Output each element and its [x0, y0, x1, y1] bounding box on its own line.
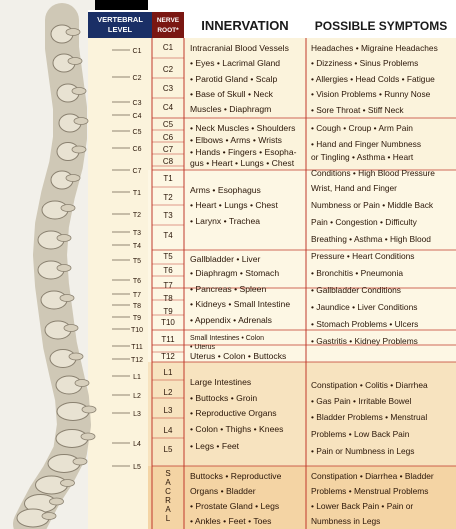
vertebral-level-label: T11	[131, 344, 143, 351]
vertebral-level-label: L5	[133, 464, 141, 471]
sacral-letter: L	[165, 514, 171, 523]
vertebral-level-label: T9	[132, 315, 142, 322]
vertebra-process	[73, 458, 87, 465]
vertebral-level-label: L2	[133, 393, 141, 400]
nerve-root-label: T11	[161, 335, 175, 344]
symptom-line: • Hand and Finger Numbness	[311, 139, 422, 149]
innervation-line: Arms • Esophagus	[190, 185, 261, 195]
nerve-root-label: T2	[163, 193, 173, 202]
header-possible-symptoms: POSSIBLE SYMPTOMS	[314, 19, 448, 33]
vertebra-process	[57, 235, 71, 242]
nerve-root-label: T7	[163, 281, 173, 290]
nerve-root-label: T5	[163, 252, 173, 261]
vertebral-level-label: L1	[133, 374, 141, 381]
innervation-line: • Larynx • Trachea	[190, 216, 261, 226]
nerve-root-label: C1	[162, 43, 174, 52]
vertebral-level-label: C1	[132, 48, 142, 55]
innervation-line: • Elbows • Arms • Wrists	[190, 135, 282, 145]
symptom-line: Headaches • Migraine Headaches	[311, 43, 438, 53]
innervation-line: • Eyes • Lacrimal Gland	[190, 58, 281, 68]
sacral-letter: R	[165, 496, 171, 505]
symptom-line: Problems • Menstrual Problems	[311, 486, 429, 496]
symptom-line: Numbness or Pain • Middle Back	[311, 200, 434, 210]
vertebral-level-label: T6	[132, 278, 142, 285]
vertebral-level-label: T3	[132, 230, 142, 237]
vertebral-level-label: T7	[132, 292, 142, 299]
nerve-root-label: C8	[162, 157, 174, 166]
innervation-line: • Base of Skull • Neck	[190, 89, 273, 99]
vertebra-process	[57, 265, 71, 272]
vertebra-process	[68, 58, 82, 65]
symptom-line: Wrist, Hand and Finger	[311, 183, 397, 193]
nerve-root-label: C3	[162, 84, 174, 93]
innervation-line: Gallbladder • Liver	[190, 254, 261, 264]
symptom-line: • Stomach Problems • Ulcers	[311, 319, 419, 329]
nerve-root-label: C2	[162, 65, 174, 74]
nerve-root-label: L3	[163, 406, 173, 415]
innervation-line: Uterus • Colon • Buttocks	[190, 351, 287, 361]
symptom-line: • Bladder Problems • Menstrual	[311, 412, 428, 422]
sacral-letter: A	[165, 505, 171, 514]
vertebra-process	[50, 498, 64, 505]
innervation-line: Muscles • Diaphragm	[190, 104, 272, 114]
innervation-line: • Parotid Gland • Scalp	[190, 74, 278, 84]
vertebra-process	[74, 118, 88, 125]
vertebral-level-label: C3	[132, 100, 142, 107]
vertebra-process	[66, 29, 80, 36]
header-nerve	[152, 12, 184, 38]
vertebra-process	[61, 480, 75, 487]
innervation-line: • Hands • Fingers • Esopha-	[190, 147, 297, 157]
vertebral-level-label: C2	[132, 75, 142, 82]
symptom-line: Numbness in Legs	[311, 516, 381, 526]
symptom-line: • Cough • Croup • Arm Pain	[311, 123, 413, 133]
innervation-line: • Neck Muscles • Shoulders	[190, 123, 296, 133]
symptom-line: or Tingling • Asthma • Heart	[311, 152, 414, 162]
nerve-root-label: C4	[162, 103, 174, 112]
innervation-line: gus • Heart • Lungs • Chest	[190, 158, 295, 168]
symptom-line: • Dizziness • Sinus Problems	[311, 58, 419, 68]
vertebral-level-label: T8	[132, 303, 142, 310]
sacral-letter: A	[165, 478, 171, 487]
vertebra-process	[72, 88, 86, 95]
header-vertebral-line1: VERTEBRAL	[97, 15, 143, 24]
vertebral-level-label: T1	[132, 190, 142, 197]
sacral-letter: C	[165, 487, 171, 496]
symptom-line: Pressure • Heart Conditions	[311, 251, 415, 261]
nerve-root-label: C6	[162, 133, 174, 142]
innervation-line: • Kidneys • Small Intestine	[190, 299, 291, 309]
vertebral-level-label: T4	[132, 243, 142, 250]
vertebra-process	[61, 205, 75, 212]
vertebra-process	[66, 175, 80, 182]
vertebral-level-label: L3	[133, 411, 141, 418]
vertebral-level-label: T5	[132, 258, 142, 265]
nerve-root-label: T8	[163, 294, 173, 303]
innervation-line: • Colon • Thighs • Knees	[190, 424, 284, 434]
symptom-line: • Gallbladder Conditions	[311, 285, 401, 295]
innervation-line: Buttocks • Reproductive	[190, 471, 282, 481]
header-innervation: INNERVATION	[201, 18, 289, 33]
innervation-line: Small Intestines • Colon	[190, 335, 265, 342]
vertebral-level-label: T12	[130, 357, 144, 364]
nerve-root-label: T10	[161, 318, 175, 327]
symptom-line: • Vision Problems • Runny Nose	[311, 89, 431, 99]
innervation-line: • Heart • Lungs • Chest	[190, 200, 278, 210]
nerve-root-label: L1	[163, 368, 173, 377]
nerve-root-label: L4	[163, 426, 173, 435]
symptom-line: Constipation • Colitis • Diarrhea	[311, 380, 428, 390]
nerve-root-label: T4	[163, 231, 173, 240]
vertebra-process	[69, 353, 83, 360]
symptom-line: • Gastritis • Kidney Problems	[311, 336, 418, 346]
innervation-line: • Appendix • Adrenals	[190, 315, 272, 325]
vertebral-level-label: C6	[132, 146, 142, 153]
vertebral-level-label: C5	[132, 129, 142, 136]
vertebra-process	[60, 295, 74, 302]
innervation-line: Organs • Bladder	[190, 486, 256, 496]
vertebral-level-label: T2	[132, 212, 142, 219]
vertebral-level-label: C4	[132, 113, 142, 120]
nerve-root-label: L2	[163, 388, 173, 397]
innervation-line: Large Intestines	[190, 377, 252, 387]
symptom-line: • Bronchitis • Pneumonia	[311, 268, 403, 278]
header-nerve-line2: ROOT*	[157, 27, 179, 34]
symptom-line: • Lower Back Pain • Pain or	[311, 501, 414, 511]
nerve-root-label: T9	[163, 307, 173, 316]
symptom-line: • Sore Throat • Stiff Neck	[311, 105, 404, 115]
header-vertebral-line2: LEVEL	[107, 25, 133, 34]
nerve-root-label: L5	[163, 445, 173, 454]
innervation-line: • Buttocks • Groin	[190, 393, 258, 403]
symptom-line: • Gas Pain • Irritable Bowel	[311, 396, 412, 406]
vertebral-level-label: C7	[132, 168, 142, 175]
vertebra-process	[75, 380, 89, 387]
symptom-line: Breathing • Asthma • High Blood	[311, 234, 431, 244]
symptom-line: • Pain or Numbness in Legs	[311, 446, 415, 456]
symptom-line: Conditions • High Blood Pressure	[311, 168, 435, 178]
innervation-line: • Reproductive Organs	[190, 408, 277, 418]
nerve-root-label: C7	[162, 145, 174, 154]
symptom-line: Constipation • Diarrhea • Bladder	[311, 471, 434, 481]
innervation-line: • Ankles • Feet • Toes	[190, 516, 272, 526]
innervation-line: • Diaphragm • Stomach	[190, 268, 280, 278]
innervation-line: • Legs • Feet	[190, 441, 240, 451]
nerve-root-label: T6	[163, 266, 173, 275]
vertebral-level-label: T10	[130, 327, 144, 334]
innervation-line: • Uterus	[190, 344, 216, 351]
header-nerve-line1: NERVE	[156, 17, 180, 24]
symptom-line: Pain • Congestion • Difficulty	[311, 217, 417, 227]
nerve-root-label: T1	[163, 174, 173, 183]
vertebral-level-label: L4	[133, 441, 141, 448]
band-thoracic	[148, 170, 456, 362]
vertebra-process	[64, 325, 78, 332]
nerve-root-label: T3	[163, 211, 173, 220]
vertebra-process	[81, 433, 95, 440]
innervation-line: • Pancreas • Spleen	[190, 284, 267, 294]
symptom-line: • Jaundice • Liver Conditions	[311, 302, 418, 312]
sacral-letter: S	[165, 469, 171, 478]
vertebra-process	[82, 406, 96, 413]
nerve-root-label: C5	[162, 120, 174, 129]
symptom-line: • Allergies • Head Colds • Fatigue	[311, 74, 435, 84]
vertebra-process	[42, 513, 56, 520]
symptom-line: Problems • Low Back Pain	[311, 429, 410, 439]
vertebra-process	[72, 146, 86, 153]
innervation-line: Intracranial Blood Vessels	[190, 43, 289, 53]
nerve-root-label: T12	[161, 352, 175, 361]
innervation-line: • Prostate Gland • Legs	[190, 501, 280, 511]
